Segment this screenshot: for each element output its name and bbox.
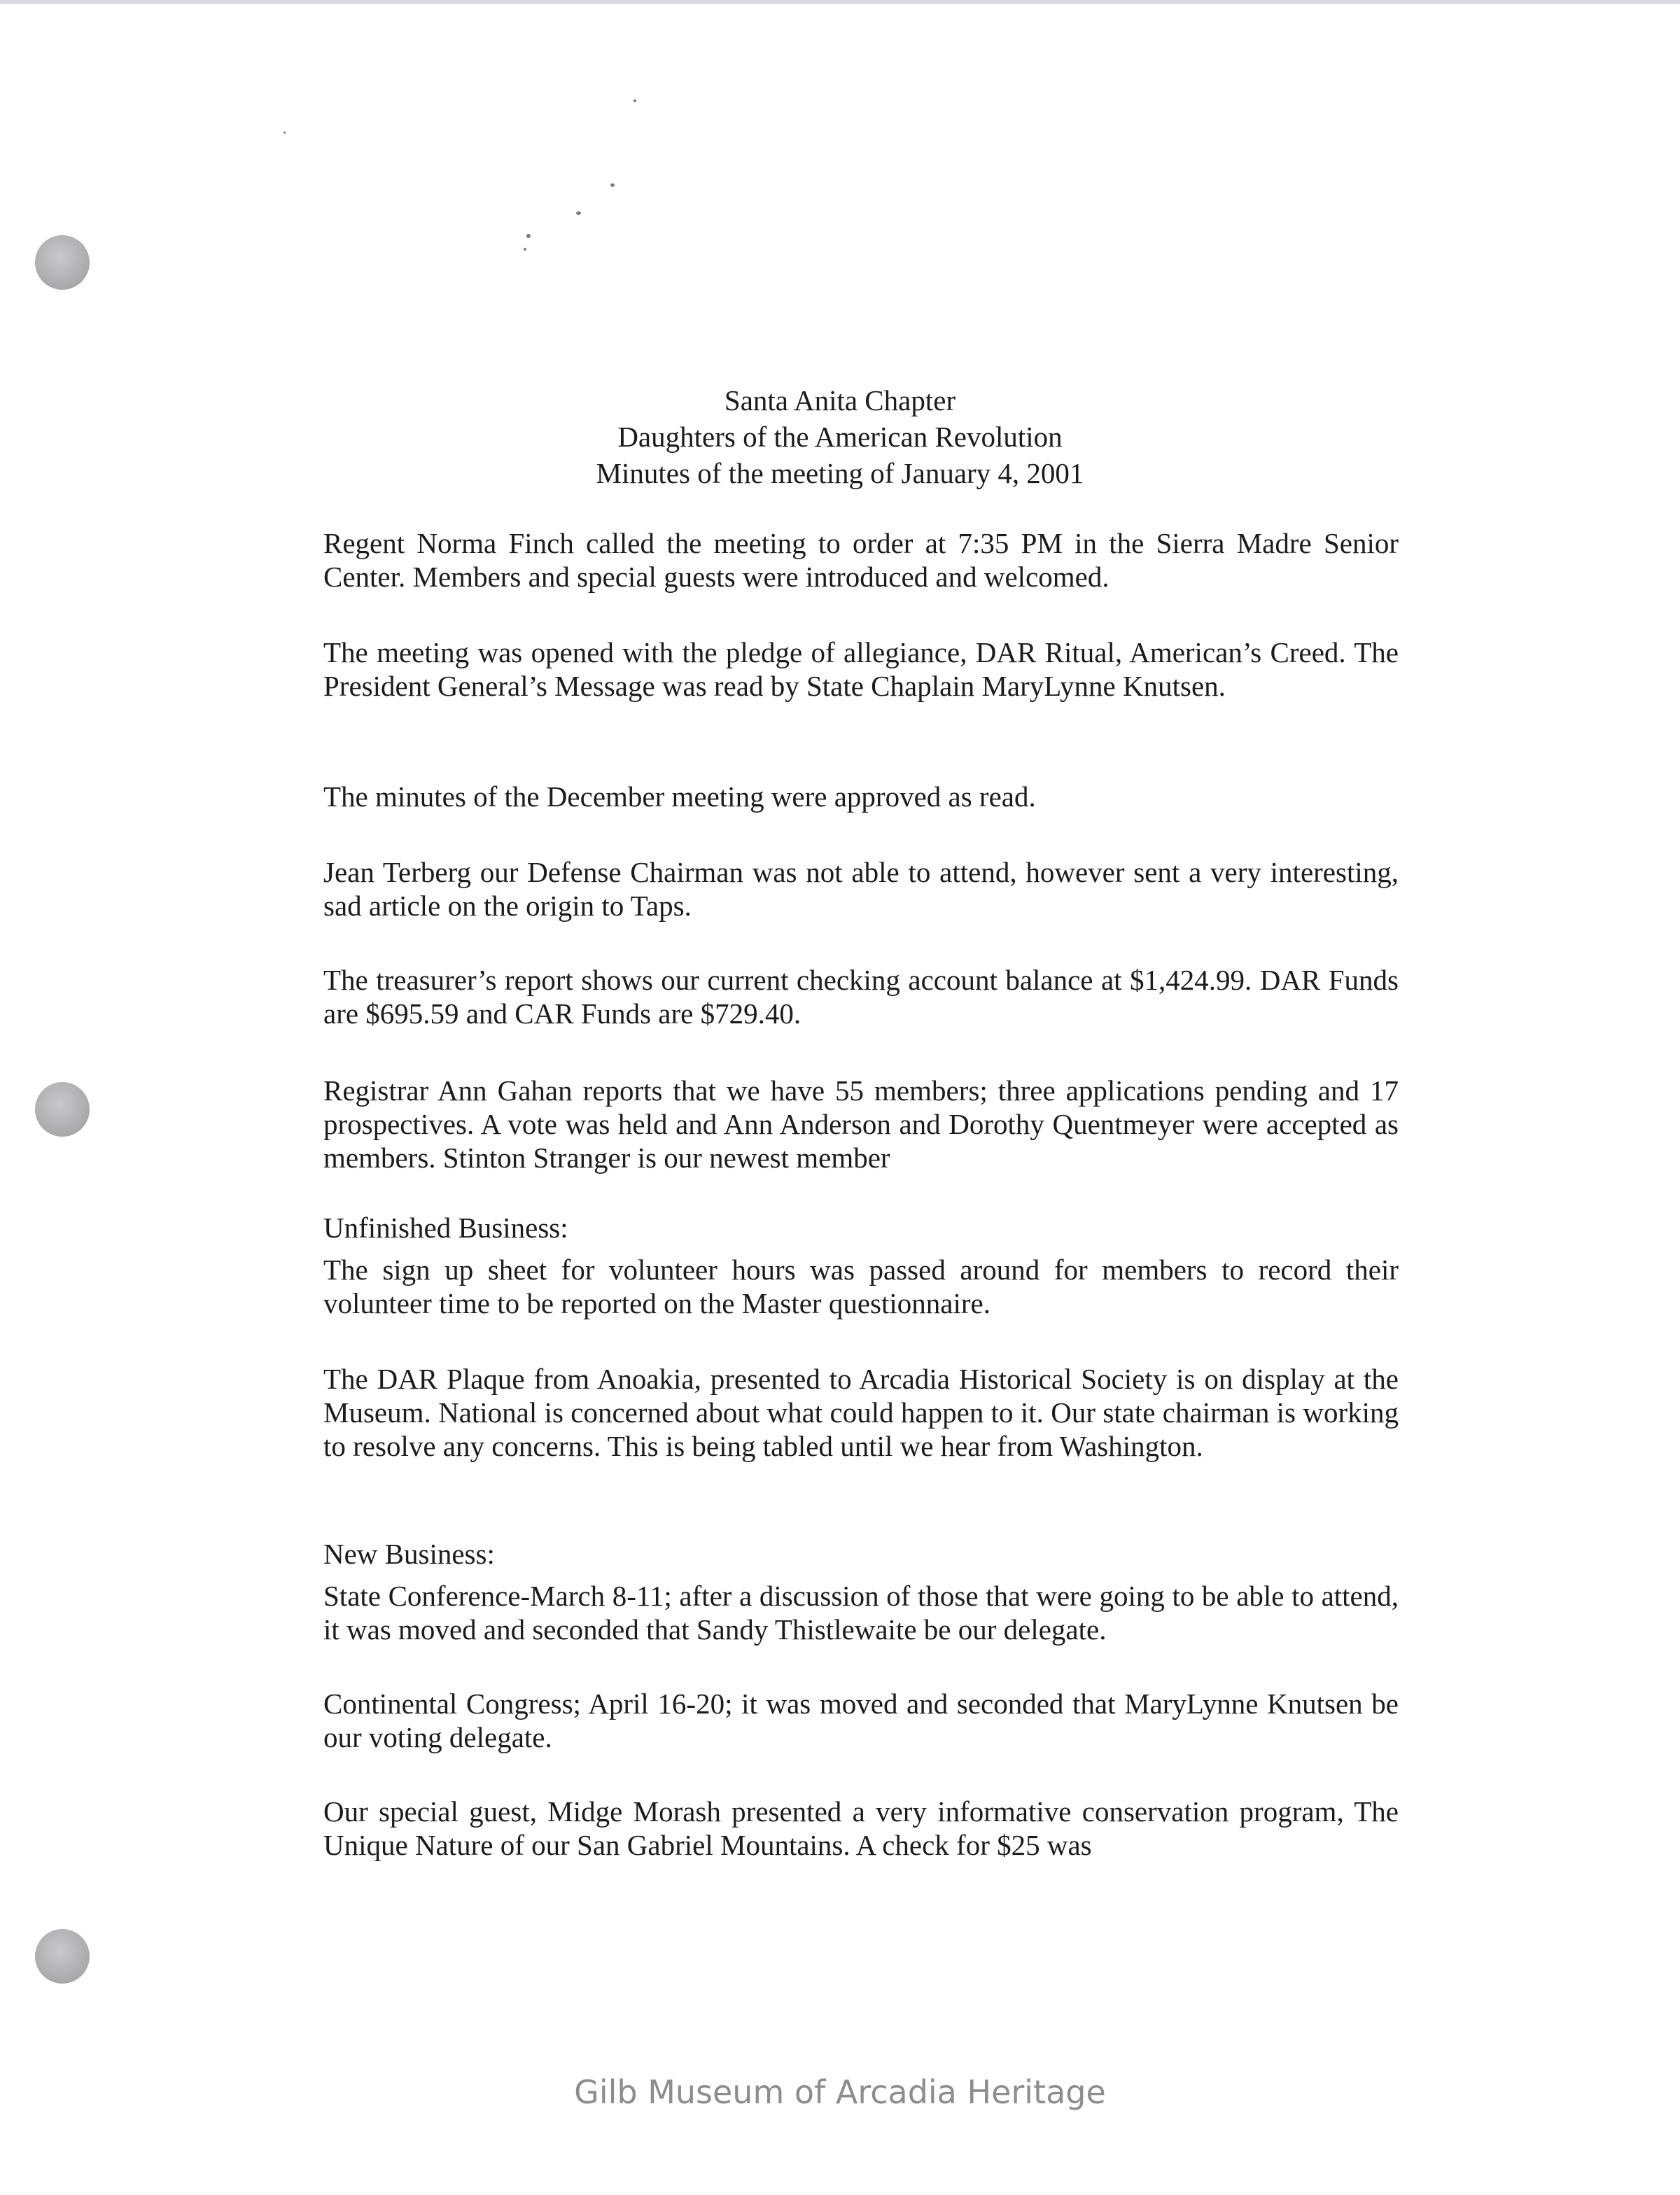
paragraph-continental-congress: Continental Congress; April 16-20; it was moved and seconded that MaryLynne Knutsen be our voting delegate.: [323, 1688, 1399, 1753]
new-business-heading: New Business:: [323, 1538, 495, 1570]
scan-speck: [576, 211, 581, 215]
paragraph-registrar-report: Registrar Ann Gahan reports that we have 55 members; three applications pending and 17 prospectives. A vote was held and Ann Anderson and Dorothy Quentmeyer were accepted as members. Stinton Stranger is our newest member: [323, 1074, 1399, 1174]
scan-speck: [610, 183, 615, 187]
paragraph-volunteer-hours: The sign up sheet for volunteer hours was passed around for members to record their volunteer time to be reported on the Master questionnaire.: [323, 1254, 1399, 1319]
meeting-title: Minutes of the meeting of January 4, 2001: [596, 457, 1084, 489]
paragraph-opening: The meeting was opened with the pledge of allegiance, DAR Ritual, American’s Creed. The President General’s Message was read by State Chaplain MaryLynne Knutsen.: [323, 636, 1399, 702]
paragraph-special-guest: Our special guest, Midge Morash presented a very informative conservation program, The Unique Nature of our San Gabriel Mountains. A check for $25 was: [323, 1795, 1399, 1861]
punch-hole-bottom: [35, 1929, 90, 1984]
punch-hole-top: [35, 235, 90, 290]
paragraph-treasurer-report: The treasurer’s report shows our current checking account balance at $1,424.99. DAR Funds are $695.59 and CAR Funds are $729.40.: [323, 964, 1399, 1030]
paragraph-dar-plaque: The DAR Plaque from Anoakia, presented to Arcadia Historical Society is on display at the Museum. National is concerned about what could happen to it. Our state chairman is working to resolve any concerns. This is being tabled until we hear from Washington.: [323, 1363, 1399, 1462]
document-header: [0, 382, 1680, 491]
organization-name: Daughters of the American Revolution: [617, 421, 1063, 453]
punch-hole-middle: [35, 1082, 90, 1137]
paragraph-defense-chairman: Jean Terberg our Defense Chairman was not able to attend, however sent a very interesting, sad article on the origin to Taps.: [323, 856, 1399, 922]
chapter-name: Santa Anita Chapter: [724, 384, 956, 416]
scan-speck: [526, 234, 531, 238]
paragraph-call-to-order: Regent Norma Finch called the meeting to order at 7:35 PM in the Sierra Madre Senior Center. Members and special guests were introduced and welcomed.: [323, 527, 1399, 593]
scan-top-edge: [0, 0, 1680, 4]
paragraph-minutes-approved: The minutes of the December meeting were approved as read.: [323, 780, 1036, 813]
unfinished-business-heading: Unfinished Business:: [323, 1212, 568, 1244]
scan-speck: [284, 132, 286, 134]
paragraph-state-conference: State Conference-March 8-11; after a discussion of those that were going to be able to attend, it was moved and seconded that Sandy Thistlewaite be our delegate.: [323, 1580, 1399, 1646]
scan-speck: [524, 248, 526, 251]
archive-watermark: Gilb Museum of Arcadia Heritage: [574, 2073, 1106, 2111]
scan-speck: [634, 99, 636, 102]
